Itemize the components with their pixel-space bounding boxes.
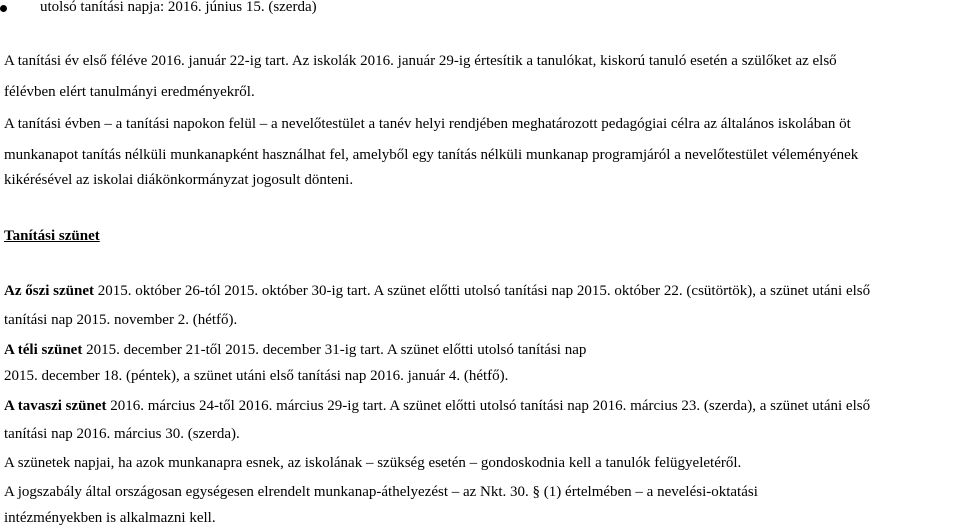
paragraph-2-line-2: munkanapot tanítás nélküli munkanapként használhat fel, amelyből egy tanítás nélküli munkanap programjáról a nevelőtestület véleményének bbox=[4, 147, 859, 163]
winter-break-line-2: 2015. december 18. (péntek), a szünet utáni első tanítási nap 2016. január 4. (hétfő). bbox=[4, 368, 509, 384]
paragraph-2-line-1: A tanítási évben – a tanítási napokon felül – a nevelőtestület a tanév helyi rendjében meghatározott pedagógiai célra az általános iskolában öt bbox=[4, 116, 851, 132]
section-heading: Tanítási szünet bbox=[4, 228, 100, 244]
winter-break-label: A téli szünet bbox=[4, 342, 83, 358]
paragraph-1-line-2: félévben elért tanulmányi eredményekről. bbox=[4, 84, 255, 100]
autumn-break-line-2: tanítási nap 2015. november 2. (hétfő). bbox=[4, 312, 238, 328]
spring-break-text: 2016. március 24-től 2016. március 29-ig tart. A szünet előtti utolsó tanítási nap 2016. március 23. (szerda), a szünet utáni első bbox=[106, 398, 871, 414]
paragraph-1-line-1: A tanítási év első féléve 2016. január 22-ig tart. Az iskolák 2016. január 29-ig értesítik a tanulókat, kiskorú tanuló esetén a szülőket az első bbox=[4, 53, 837, 69]
winter-break-line-1 bbox=[4, 341, 586, 360]
paragraph-4-line-2: intézményekben is alkalmazni kell. bbox=[4, 510, 216, 526]
spring-break-line-1 bbox=[4, 397, 870, 416]
bullet-icon bbox=[0, 5, 7, 12]
paragraph-3: A szünetek napjai, ha azok munkanapra esnek, az iskolának – szükség esetén – gondoskodnia kell a tanulók felügyeletéről. bbox=[4, 455, 742, 471]
autumn-break-text: 2015. október 26-tól 2015. október 30-ig tart. A szünet előtti utolsó tanítási nap 2015. október 22. (csütörtök), a szünet utáni első bbox=[94, 283, 871, 299]
autumn-break-line-1 bbox=[4, 282, 870, 301]
paragraph-4-line-1: A jogszabály által országosan egységesen elrendelt munkanap-áthelyezést – az Nkt. 30. § (1) értelmében – a nevelési-oktatási bbox=[4, 484, 758, 500]
autumn-break-label: Az őszi szünet bbox=[4, 283, 94, 299]
spring-break-line-2: tanítási nap 2016. március 30. (szerda). bbox=[4, 426, 240, 442]
paragraph-2-line-3: kikérésével az iskolai diákönkormányzat jogosult dönteni. bbox=[4, 172, 354, 188]
winter-break-text: 2015. december 21-től 2015. december 31-ig tart. A szünet előtti utolsó tanítási nap bbox=[82, 342, 587, 358]
bullet-text: utolsó tanítási napja: 2016. június 15. (szerda) bbox=[40, 0, 317, 15]
spring-break-label: A tavaszi szünet bbox=[4, 398, 107, 414]
